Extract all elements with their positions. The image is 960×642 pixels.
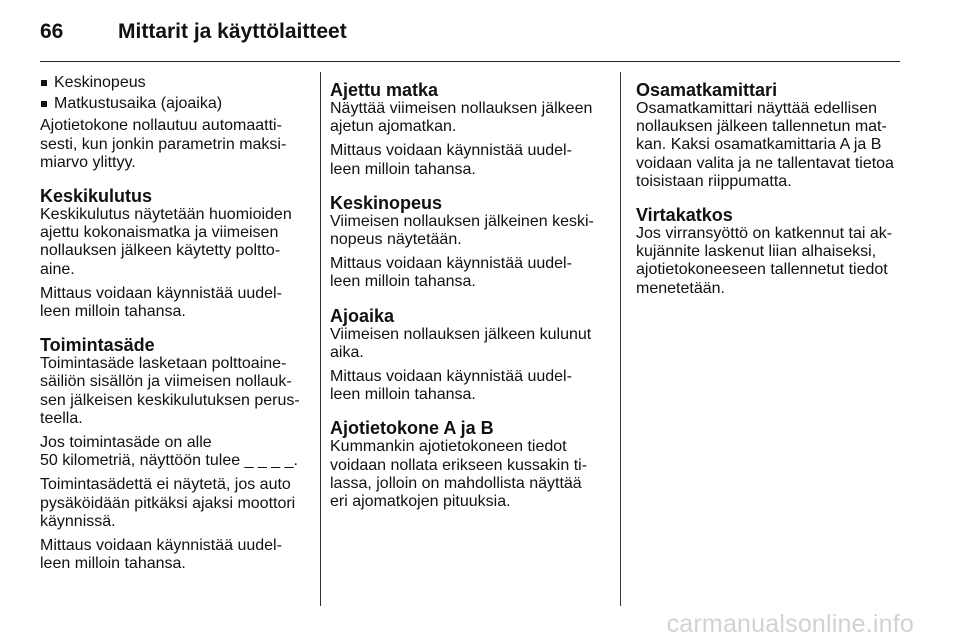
intro-paragraph: Ajotietokone nollautuu automaatti- sesti, kun jonkin parametrin maksi- miarvo ylittyy. xyxy=(40,117,287,171)
bullet-item-matkustusaika xyxy=(40,95,310,113)
osamatkamittari-paragraph-1: Osamatkamittari näyttää edellisen nollauksen jälkeen tallennetun mat- kan. Kaksi osamatkamittaria A ja B voidaan valita ja ne tallentavat tietoa toisistaan riippumatta. xyxy=(636,100,894,190)
square-bullet-icon xyxy=(41,101,47,107)
page-header xyxy=(40,14,900,50)
keskikulutus-paragraph-2: Mittaus voidaan käynnistää uudel- leen milloin tahansa. xyxy=(40,284,282,321)
column-middle xyxy=(330,74,605,517)
bullet-item-keskinopeus xyxy=(40,74,310,92)
bullet-text: Matkustusaika (ajoaika) xyxy=(54,95,223,113)
square-bullet-icon xyxy=(41,80,47,86)
keskinopeus-paragraph-1: Viimeisen nollauksen jälkeinen keski- nopeus näytetään. xyxy=(330,212,594,249)
bullet-text: Keskinopeus xyxy=(54,74,146,91)
ajoaika-paragraph-1: Viimeisen nollauksen jälkeen kulunut aika. xyxy=(330,325,592,361)
heading-keskinopeus: Keskinopeus xyxy=(330,192,443,213)
heading-keskikulutus: Keskikulutus xyxy=(40,186,153,207)
ajettu-matka-paragraph-2: Mittaus voidaan käynnistää uudel- leen milloin tahansa. xyxy=(330,142,572,178)
heading-ajoaika: Ajoaika xyxy=(330,305,395,326)
heading-ajettu-matka: Ajettu matka xyxy=(330,80,439,100)
page-title: Mittarit ja käyttölaitteet xyxy=(118,20,347,43)
column-right xyxy=(636,74,904,304)
watermark: carmanualsonline.info xyxy=(666,610,914,638)
bullet-list xyxy=(40,74,310,113)
virtakatkos-paragraph-1: Jos virransyöttö on katkennut tai ak- kujännite laskenut liian alhaiseksi, ajotietokoneeseen tallennetut tiedot menetetään. xyxy=(636,225,893,297)
heading-ajotietokone-a-ja-b: Ajotietokone A ja B xyxy=(330,418,494,439)
heading-toimintasade: Toimintasäde xyxy=(40,335,155,356)
toimintasade-paragraph-3: Toimintasädettä ei näytetä, jos auto pysäköidään pitkäksi ajaksi moottori käynnissä. xyxy=(40,476,296,530)
header-rule xyxy=(40,61,900,62)
toimintasade-paragraph-4: Mittaus voidaan käynnistää uudel- leen milloin tahansa. xyxy=(40,537,282,573)
keskinopeus-paragraph-2: Mittaus voidaan käynnistää uudel- leen milloin tahansa. xyxy=(330,255,572,291)
ajoaika-paragraph-2: Mittaus voidaan käynnistää uudel- leen milloin tahansa. xyxy=(330,368,572,404)
toimintasade-paragraph-1: Toimintasäde lasketaan polttoaine- säiliön sisällön ja viimeisen nollauk- sen jälkeisen keskikulutuksen perus- teella. xyxy=(40,355,300,427)
ajotietokone-paragraph-1: Kummankin ajotietokoneen tiedot voidaan nollata erikseen kussakin ti- lassa, jolloin on mahdollista näyttää eri ajomatkojen pituuksia. xyxy=(330,438,588,511)
ajettu-matka-paragraph-1: Näyttää viimeisen nollauksen jälkeen ajetun ajomatkan. xyxy=(330,100,593,136)
keskikulutus-paragraph-1: Keskikulutus näytetään huomioiden ajettu kokonaismatka ja viimeisen nollauksen jälkeen käytetty poltto- aine. xyxy=(40,206,292,278)
toimintasade-paragraph-2: Jos toimintasäde on alle 50 kilometriä, näyttöön tulee _ _ _ _. xyxy=(40,434,298,470)
heading-osamatkamittari: Osamatkamittari xyxy=(636,80,778,100)
page-number: 66 xyxy=(40,20,64,43)
column-left xyxy=(40,74,310,579)
heading-virtakatkos: Virtakatkos xyxy=(636,205,733,226)
column-divider-right xyxy=(620,72,621,606)
column-divider-left xyxy=(320,72,321,606)
